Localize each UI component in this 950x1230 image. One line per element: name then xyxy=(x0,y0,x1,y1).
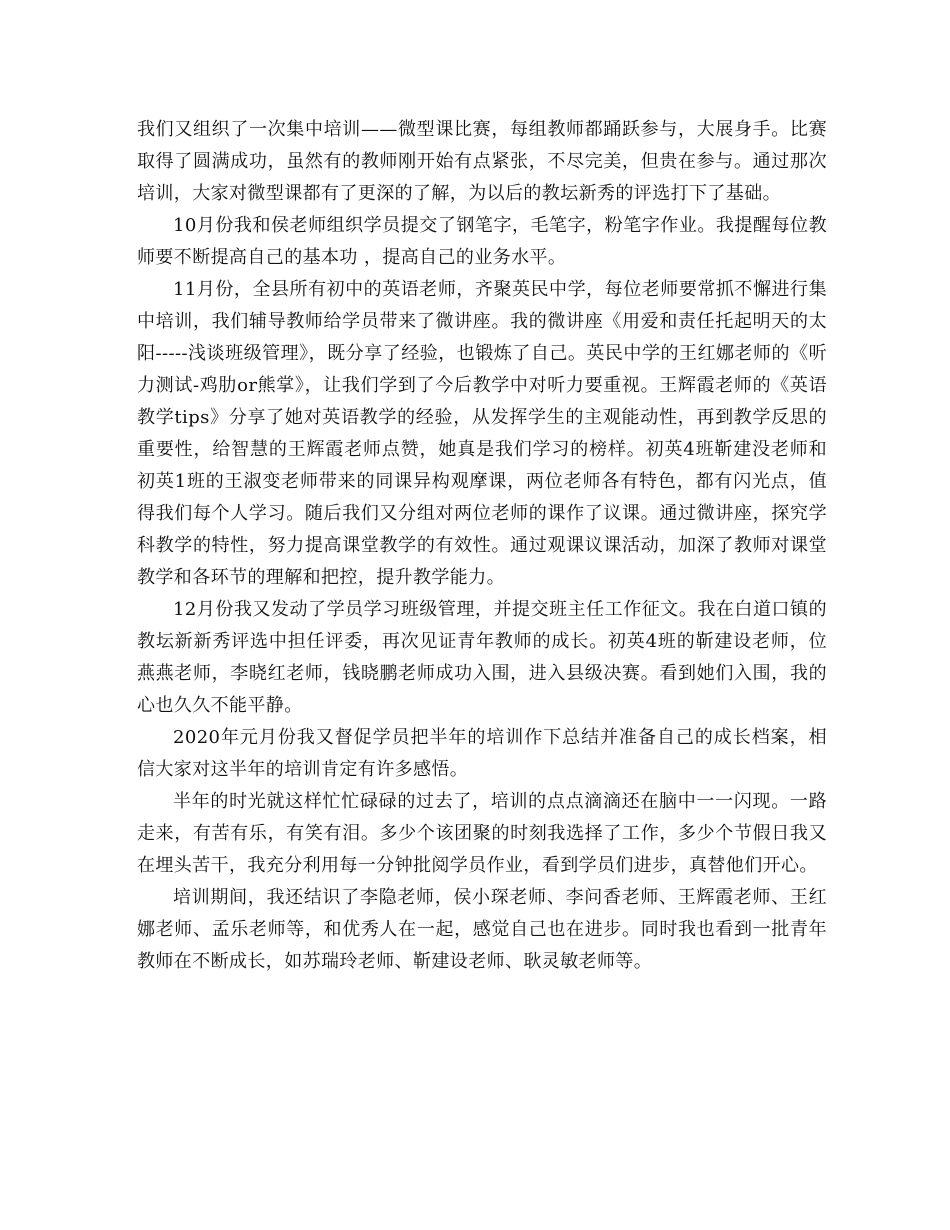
paragraph-december: 12月份我又发动了学员学习班级管理，并提交班主任工作征文。我在白道口镇的教坛新新秀评选中担任评委，再次见证青年教师的成长。初英4班的靳建设老师，位燕燕老师，李晓红老师，钱晓鹏老师成功入围，进入县级决赛。看到她们入围，我的心也久久不能平静。 xyxy=(137,599,827,716)
paragraph-january: 2020年元月份我又督促学员把半年的培训作下总结并准备自己的成长档案，相信大家对这半年的培训肯定有许多感悟。 xyxy=(137,727,827,780)
paragraph-acquaintances: 培训期间，我还结识了李隐老师，侯小琛老师、李问香老师、王辉霞老师、王红娜老师、孟乐老师等，和优秀人在一起，感觉自己也在进步。同时我也看到一批青年教师在不断成长，如苏瑞玲老师、靳建设老师、耿灵敏老师等。 xyxy=(137,887,827,972)
paragraph-reflection: 半年的时光就这样忙忙碌碌的过去了，培训的点点滴滴还在脑中一一闪现。一路走来，有苦有乐，有笑有泪。多少个该团聚的时刻我选择了工作，多少个节假日我又在埋头苦干，我充分利用每一分钟批阅学员作业，看到学员们进步，真替他们开心。 xyxy=(137,791,827,876)
paragraph-continuation: 我们又组织了一次集中培训——微型课比赛，每组教师都踊跃参与，大展身手。比赛取得了圆满成功，虽然有的教师刚开始有点紧张，不尽完美，但贵在参与。通过那次培训，大家对微型课都有了更深的了解，为以后的教坛新秀的评选打下了基础。 xyxy=(137,119,827,204)
paragraph-october: 10月份我和侯老师组织学员提交了钢笔字，毛笔字，粉笔字作业。我提醒每位教师要不断提高自己的基本功 ，提高自己的业务水平。 xyxy=(137,215,827,268)
paragraph-november: 11月份，全县所有初中的英语老师，齐聚英民中学，每位老师要常抓不懈进行集中培训，我们辅导教师给学员带来了微讲座。我的微讲座《用爱和责任托起明天的太阳-----浅谈班级管理》，既分享了经验，也锻炼了自己。英民中学的王红娜老师的《听力测试-鸡肋or熊掌》，让我们学到了今后教学中对听力要重视。王辉霞老师的《英语教学tips》分享了她对英语教学的经验，从发挥学生的主观能动性，再到教学反思的重要性，给智慧的王辉霞老师点赞，她真是我们学习的榜样。初英4班靳建没老师和初英1班的王淑变老师带来的同课异构观摩课，两位老师各有特色，都有闪光点，值得我们每个人学习。随后我们又分组对两位老师的课作了议课。通过微讲座，探究学科教学的特性，努力提高课堂教学的有效性。通过观课议课活动，加深了教师对课堂教学和各环节的理解和把控，提升教学能力。 xyxy=(137,279,827,588)
document-body xyxy=(137,114,827,978)
